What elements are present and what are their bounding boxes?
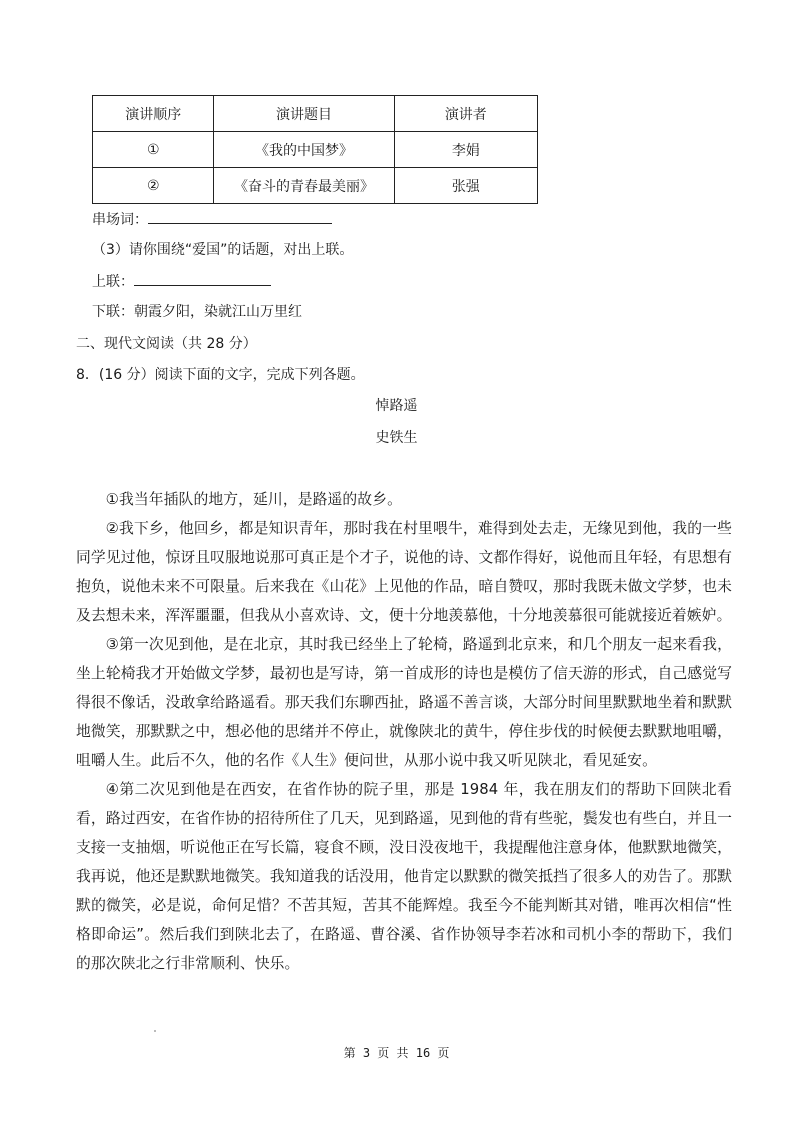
page-footer: 第 3 页 共 16 页	[343, 1046, 450, 1060]
table-row	[93, 132, 538, 168]
article-paragraph: ②我下乡，他回乡，都是知识青年，那时我在村里喂牛，难得到处去走，无缘见到他，我的一些同学见过他，惊讶且叹服地说那可真正是个才子，说他的诗、文都作得好，说他而且年轻，有思想有抱负，说他未来不可限量。后来我在《山花》上见他的作品，暗自赞叹，那时我既未做文学梦，也未及去想未来，浑浑噩噩，但我从小喜欢诗、文，便十分地羡慕他，十分地羡慕很可能就接近着嫉妒。	[76, 520, 732, 624]
upper-couplet-line	[92, 271, 271, 292]
sub-question-3: （3）请你围绕“爱国”的话题，对出上联。	[92, 242, 354, 258]
decorative-dot	[154, 1030, 156, 1032]
bridge-words-blank[interactable]	[148, 209, 332, 224]
table-row	[93, 168, 538, 204]
question-8-stem: 8．(16 分）阅读下面的文字，完成下列各题。	[76, 367, 365, 383]
table-header-cell: 演讲题目	[214, 96, 394, 132]
speech-order-table	[92, 95, 538, 204]
table-cell: ②	[93, 168, 214, 204]
table-header-cell: 演讲者	[394, 96, 537, 132]
article-body	[76, 485, 732, 978]
table-cell: 《奋斗的青春最美丽》	[214, 168, 394, 204]
article-paragraph: ④第二次见到他是在西安，在省作协的院子里，那是 1984 年，我在朋友们的帮助下回陕北看看，路过西安，在省作协的招待所住了几天，见到路遥，见到他的背有些驼，鬓发也有些白，并且一支接一支抽烟，听说他正在写长篇，寝食不顾，没日没夜地干，我提醒他注意身体，他默默地微笑，我再说，他还是默默地微笑。我知道我的话没用，他肯定以默默的微笑抵挡了很多人的劝告了。那默默的微笑，必是说，命何足惜？不苦其短，苦其不能辉煌。我至今不能判断其对错，唯再次相信“性格即命运”。然后我们到陕北去了，在路遥、曹谷溪、省作协领导李若冰和司机小李的帮助下，我们的那次陕北之行非常顺利、快乐。	[76, 781, 732, 972]
article-title: 悼路遥	[375, 398, 418, 414]
table-header-cell: 演讲顺序	[93, 96, 214, 132]
lower-couplet-line: 下联：朝霞夕阳，染就江山万里红	[92, 304, 302, 320]
section-heading: 二、现代文阅读（共 28 分）	[76, 336, 257, 352]
table-cell: 《我的中国梦》	[214, 132, 394, 168]
bridge-words-label: 串场词：	[92, 212, 148, 228]
article-paragraph: ③第一次见到他，是在北京，其时我已经坐上了轮椅，路遥到北京来，和几个朋友一起来看我，坐上轮椅我才开始做文学梦，最初也是写诗，第一首成形的诗也是模仿了信天游的形式，自己感觉写得很不像话，没敢拿给路遥看。那天我们东聊西扯，路遥不善言谈，大部分时间里默默地坐着和默默地微笑，那默默之中，想必他的思绪并不停止，就像陕北的黄牛，停住步伐的时候便去默默地咀嚼，咀嚼人生。此后不久，他的名作《人生》便问世，从那小说中我又听见陕北，看见延安。	[76, 636, 732, 769]
bridge-words-line	[92, 209, 332, 230]
article-paragraph: ①我当年插队的地方，延川，是路遥的故乡。	[105, 491, 403, 508]
table-cell: ①	[93, 132, 214, 168]
upper-couplet-blank[interactable]	[134, 271, 271, 286]
table-cell: 张强	[394, 168, 537, 204]
table-cell: 李娟	[394, 132, 537, 168]
article-author: 史铁生	[375, 430, 418, 446]
upper-couplet-label: 上联：	[92, 274, 134, 290]
table-header-row	[93, 96, 538, 132]
